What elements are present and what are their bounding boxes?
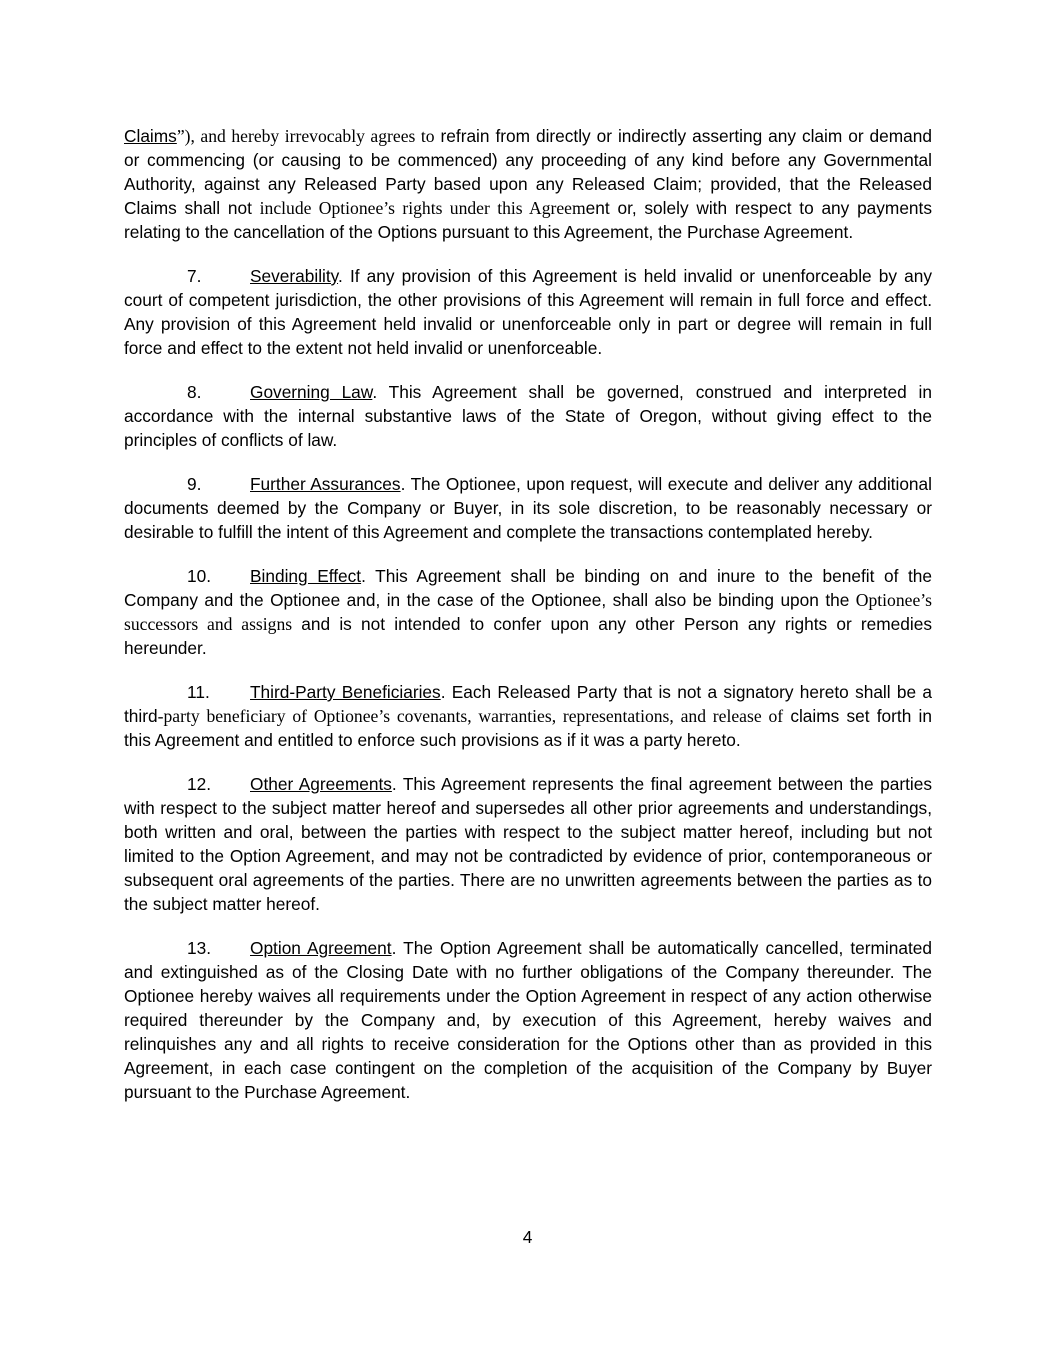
section-body: . If any provision of this Agreement is held invalid or unenforceable by any court of competent jurisdiction, the other provisions of this Agreement will remain in full force and effect. Any provision of this Agreement held invalid or unenforceable only in part or degree will remain in full force and effect to the extent not held invalid or unenforceable. [124, 266, 932, 358]
section-heading: Further Assurances [250, 474, 401, 494]
section-heading: Severability [250, 266, 339, 286]
section-body-part-1: . This Agreement shall be binding on and inure to the benefit of the Company and the Optionee and, in the case of the Optionee, shall also be binding upon the [124, 566, 932, 610]
section-9-further-assurances [124, 472, 932, 544]
document-page [124, 124, 932, 1124]
intro-lead-text: ”), and hereby irrevocably agrees to [176, 126, 435, 146]
section-body-part-2: claims set forth in this Agreement and entitled to enforce such provisions as if it was a party hereto. [124, 706, 932, 750]
intro-mid-text: include Optionee’s rights under this Agreem [259, 198, 586, 218]
section-body: . This Agreement shall be governed, construed and interpreted in accordance with the internal substantive laws of the State of Oregon, without giving effect to the principles of conflicts of law. [124, 382, 932, 450]
section-heading: Third-Party Beneficiaries [250, 682, 441, 702]
section-number: 10. [187, 566, 212, 586]
page-number: 4 [522, 1227, 533, 1247]
section-number: 8. [187, 382, 202, 402]
section-8-governing-law [124, 380, 932, 452]
section-heading: Other Agreements [250, 774, 392, 794]
intro-text-part-1: refrain from directly or indirectly asserting any claim or demand or commencing (or causing to be commenced) any proceeding of any kind before any Governmental Authority, against any Released Party based upon any Released Claim; provided, that the Released Claims shall not [124, 126, 932, 218]
section-body: . This Agreement represents the final agreement between the parties with respect to the subject matter hereof and supersedes all other prior agreements and understandings, both written and oral, between the parties with respect to the subject matter hereof, including but not limited to the Option Agreement, and may not be contradicted by evidence of prior, contemporaneous or subsequent oral agreements of the parties. There are no unwritten agreements between the parties as to the subject matter hereof. [124, 774, 932, 914]
section-heading: Binding Effect [250, 566, 362, 586]
section-heading: Option Agreement [250, 938, 392, 958]
section-number: 9. [187, 474, 202, 494]
section-heading: Governing Law [250, 382, 373, 402]
section-7-severability [124, 264, 932, 360]
section-13-option-agreement [124, 936, 932, 1104]
section-12-other-agreements [124, 772, 932, 916]
released-claims-term: Claims [124, 126, 177, 146]
section-body-part-2: and is not intended to confer upon any other Person any rights or remedies hereunder. [124, 614, 932, 658]
section-body: . The Option Agreement shall be automatically cancelled, terminated and extinguished as of the Closing Date with no further obligations of the Company thereunder. The Optionee hereby waives all requirements under the Option Agreement in respect of any action otherwise required thereunder by the Company and, by execution of this Agreement, hereby waives and relinquishes any and all rights to receive consideration for the Options other than as provided in this Agreement, in each case contingent on the completion of the acquisition of the Company by Buyer pursuant to the Purchase Agreement. [124, 938, 932, 1102]
section-body-serif: -party beneficiary of Optionee’s covenants, warranties, representations, and release of [157, 706, 784, 726]
section-number: 12. [187, 774, 212, 794]
intro-text-part-2: ent or, solely with respect to any payments relating to the cancellation of the Options pursuant to this Agreement, the Purchase Agreement. [124, 198, 932, 242]
section-number: 11. [187, 682, 210, 702]
intro-paragraph [124, 124, 932, 244]
section-body: . The Optionee, upon request, will execute and deliver any additional documents deemed by the Company or Buyer, in its sole discretion, to be reasonably necessary or desirable to fulfill the intent of this Agreement and complete the transactions contemplated hereby. [124, 474, 932, 542]
section-11-third-party-beneficiaries [124, 680, 932, 752]
section-number: 7. [187, 266, 202, 286]
section-number: 13. [187, 938, 212, 958]
section-10-binding-effect [124, 564, 932, 660]
section-body-part-1: . Each Released Party that is not a signatory hereto shall be a third [124, 682, 933, 726]
section-body-serif: Optionee’s successors and assigns [124, 590, 932, 634]
